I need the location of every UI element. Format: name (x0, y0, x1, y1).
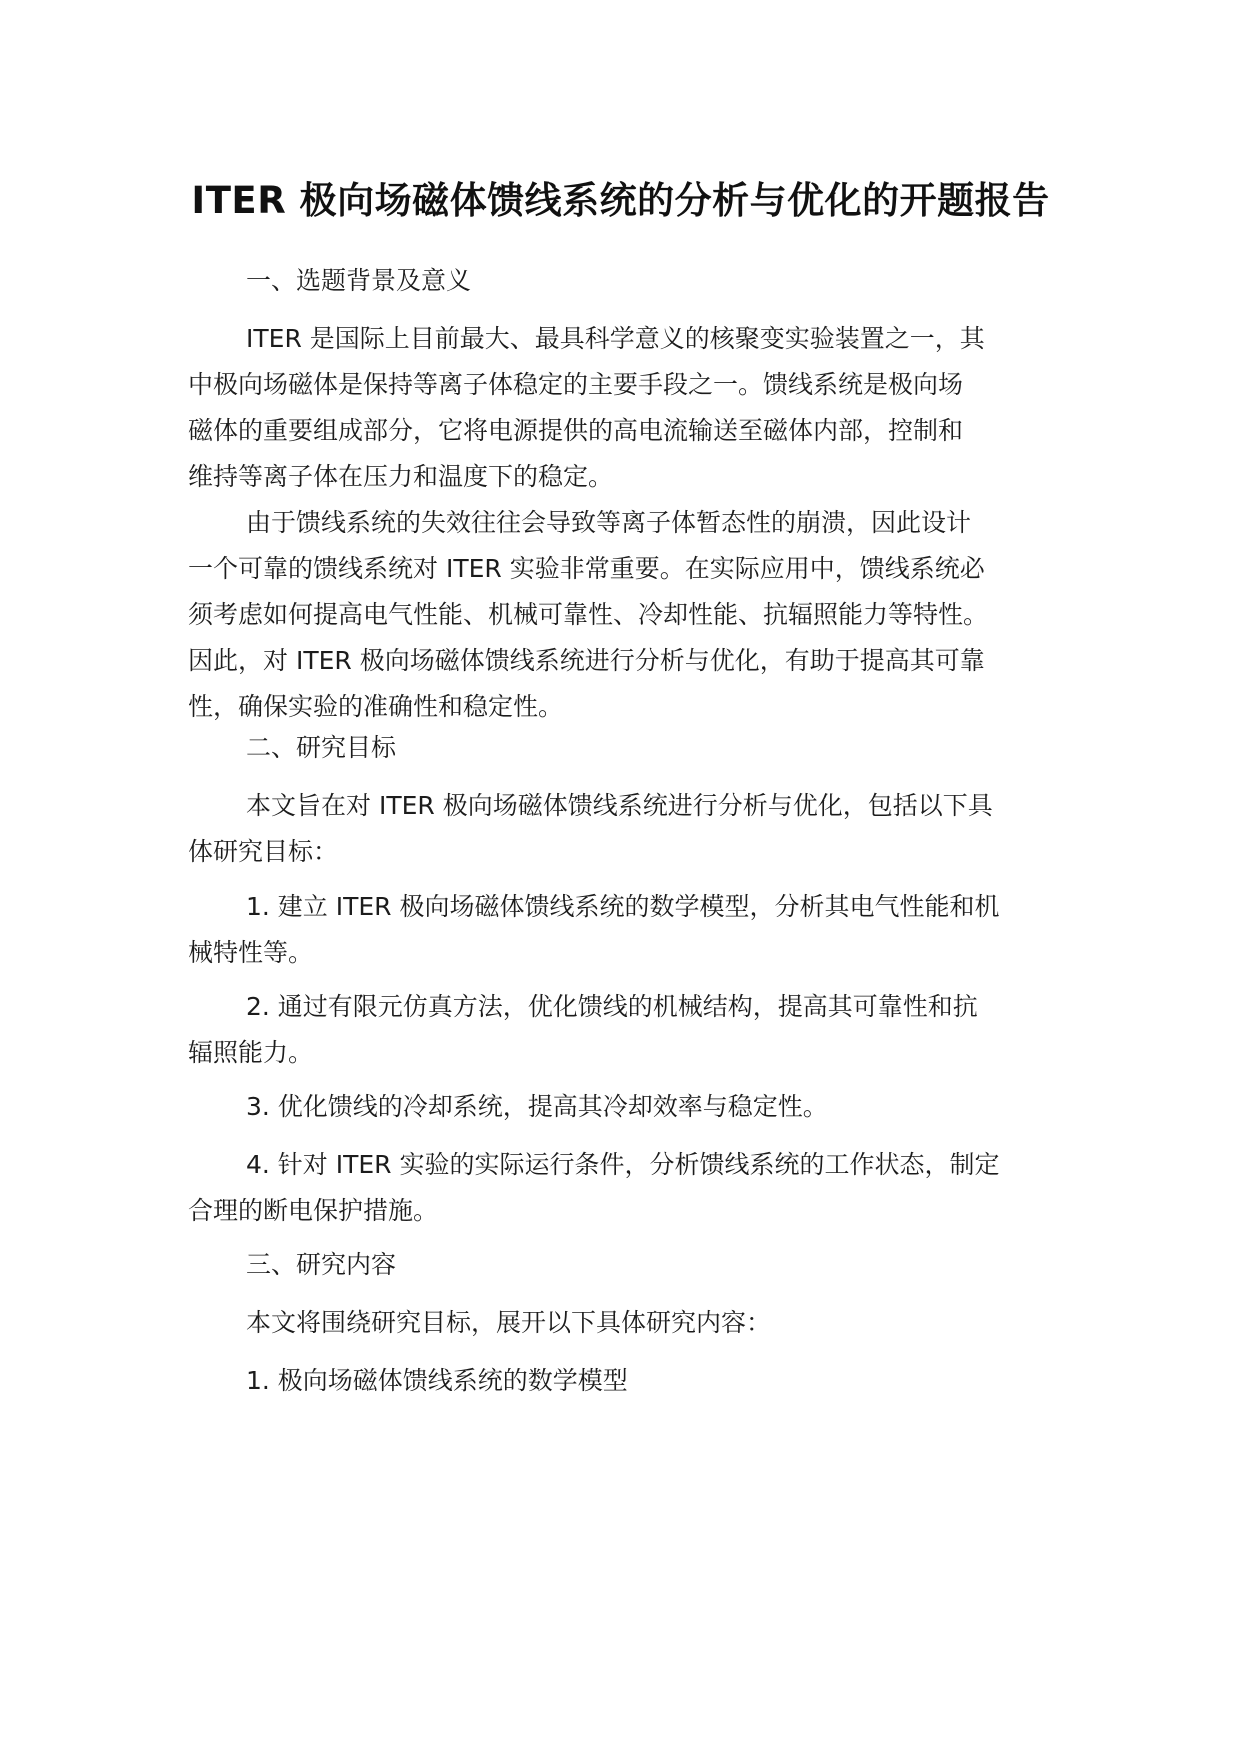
list-item-line: 4. 针对 ITER 实验的实际运行条件，分析馈线系统的工作状态，制定 (246, 1150, 1000, 1179)
section-heading-text: 一、选题背景及意义 (246, 266, 472, 295)
paragraph-background-1 (188, 316, 1068, 500)
paragraph-line: 一个可靠的馈线系统对 ITER 实验非常重要。在实际应用中，馈线系统必 (188, 554, 985, 583)
paragraph-line: 维持等离子体在压力和温度下的稳定。 (188, 462, 614, 491)
list-item-line: 械特性等。 (188, 938, 314, 967)
paragraph-line: 磁体的重要组成部分，它将电源提供的高电流输送至磁体内部，控制和 (188, 416, 964, 445)
list-item-line: 3. 优化馈线的冷却系统，提高其冷却效率与稳定性。 (246, 1092, 828, 1121)
section-heading-text: 二、研究目标 (246, 733, 397, 762)
list-item-line: 1. 极向场磁体馈线系统的数学模型 (246, 1366, 628, 1395)
content-item-1 (188, 1358, 1068, 1404)
document-title: ITER 极向场磁体馈线系统的分析与优化的开题报告 (191, 179, 1050, 222)
paragraph-content-intro (188, 1300, 1068, 1346)
list-item-line: 1. 建立 ITER 极向场磁体馈线系统的数学模型，分析其电气性能和机 (246, 892, 1000, 921)
paragraph-line: 须考虑如何提高电气性能、机械可靠性、冷却性能、抗辐照能力等特性。 (188, 600, 989, 629)
section-heading-text: 三、研究内容 (246, 1250, 397, 1279)
objective-item-1 (188, 884, 1068, 976)
section-heading-objectives (188, 725, 1068, 771)
list-item-line: 合理的断电保护措施。 (188, 1196, 439, 1225)
paragraph-line: 本文旨在对 ITER 极向场磁体馈线系统进行分析与优化，包括以下具 (246, 791, 993, 820)
paragraph-line: 本文将围绕研究目标，展开以下具体研究内容： (246, 1308, 772, 1337)
section-heading-background (188, 258, 1068, 304)
paragraph-line: 因此，对 ITER 极向场磁体馈线系统进行分析与优化，有助于提高其可靠 (188, 646, 985, 675)
objective-item-3 (188, 1084, 1068, 1130)
list-item-line: 2. 通过有限元仿真方法，优化馈线的机械结构，提高其可靠性和抗 (246, 992, 978, 1021)
objective-item-2 (188, 984, 1068, 1076)
objective-item-4 (188, 1142, 1068, 1234)
paragraph-line: ITER 是国际上目前最大、最具科学意义的核聚变实验装置之一，其 (246, 324, 985, 353)
paragraph-line: 中极向场磁体是保持等离子体稳定的主要手段之一。馈线系统是极向场 (188, 370, 964, 399)
paragraph-line: 性，确保实验的准确性和稳定性。 (188, 692, 564, 721)
paragraph-line: 由于馈线系统的失效往往会导致等离子体暂态性的崩溃，因此设计 (246, 508, 972, 537)
paragraph-line: 体研究目标： (188, 837, 339, 866)
paragraph-background-2 (188, 500, 1068, 730)
paragraph-objectives-intro (188, 783, 1068, 875)
list-item-line: 辐照能力。 (188, 1038, 314, 1067)
section-heading-content (188, 1242, 1068, 1288)
